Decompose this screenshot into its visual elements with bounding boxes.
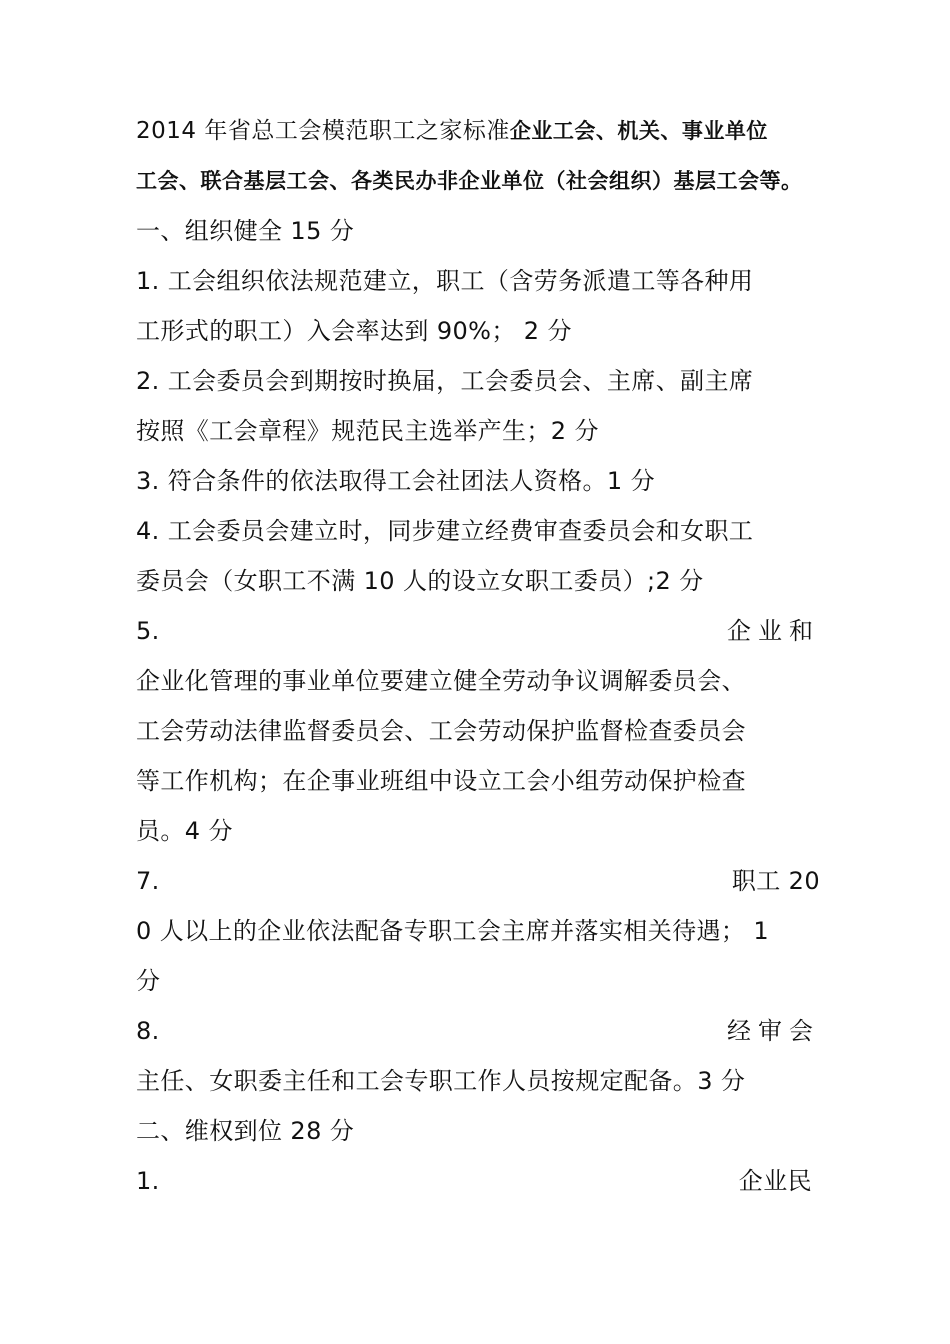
item-number: 1. [136,1167,160,1195]
line-end-text: 企业和 [727,617,820,645]
paragraph-line: 委员会（女职工不满 10 人的设立女职工委员）;2 分 [136,567,704,595]
paragraph-line-justified [136,616,820,646]
paragraph-line: 0 人以上的企业依法配备专职工会主席并落实相关待遇； 1 [136,917,769,945]
line-end-text: 职工 20 [731,867,820,895]
item-number: 7. [136,867,160,895]
paragraph-line: 工会劳动法律监督委员会、工会劳动保护监督检查委员会 [136,717,746,745]
section-heading-organization: 一、组织健全 15 分 [136,217,355,245]
paragraph-line-justified [136,1166,812,1196]
paragraph-line: 3. 符合条件的依法取得工会社团法人资格。1 分 [136,467,656,495]
title-bold-part: 企业工会、机关、事业单位 [509,119,768,143]
paragraph-line: 主任、女职委主任和工会专职工作人员按规定配备。3 分 [136,1067,746,1095]
item-number: 5. [136,617,160,645]
paragraph-line: 1. 工会组织依法规范建立，职工（含劳务派遣工等各种用 [136,267,754,295]
paragraph-line: 2. 工会委员会到期按时换届，工会委员会、主席、副主席 [136,367,754,395]
paragraph-line-justified [136,866,820,896]
title-year-part: 2014 年省总工会模范职工之家标准 [136,118,510,144]
paragraph-line: 企业化管理的事业单位要建立健全劳动争议调解委员会、 [136,667,746,695]
line-end-text: 经审会 [727,1017,820,1045]
document-title [136,116,820,146]
line-end-text: 企业民 [738,1167,812,1195]
document-title-continued: 工会、联合基层工会、各类民办非企业单位（社会组织）基层工会等。 [136,169,803,193]
paragraph-line: 按照《工会章程》规范民主选举产生；2 分 [136,417,599,445]
paragraph-line: 员。4 分 [136,817,233,845]
item-number: 8. [136,1017,160,1045]
paragraph-line: 分 [136,967,161,995]
paragraph-line: 等工作机构；在企事业班组中设立工会小组劳动保护检查 [136,767,746,795]
section-heading-rights: 二、维权到位 28 分 [136,1117,355,1145]
paragraph-line: 4. 工会委员会建立时，同步建立经费审查委员会和女职工 [136,517,754,545]
paragraph-line-justified [136,1016,820,1046]
paragraph-line: 工形式的职工）入会率达到 90%； 2 分 [136,317,572,345]
